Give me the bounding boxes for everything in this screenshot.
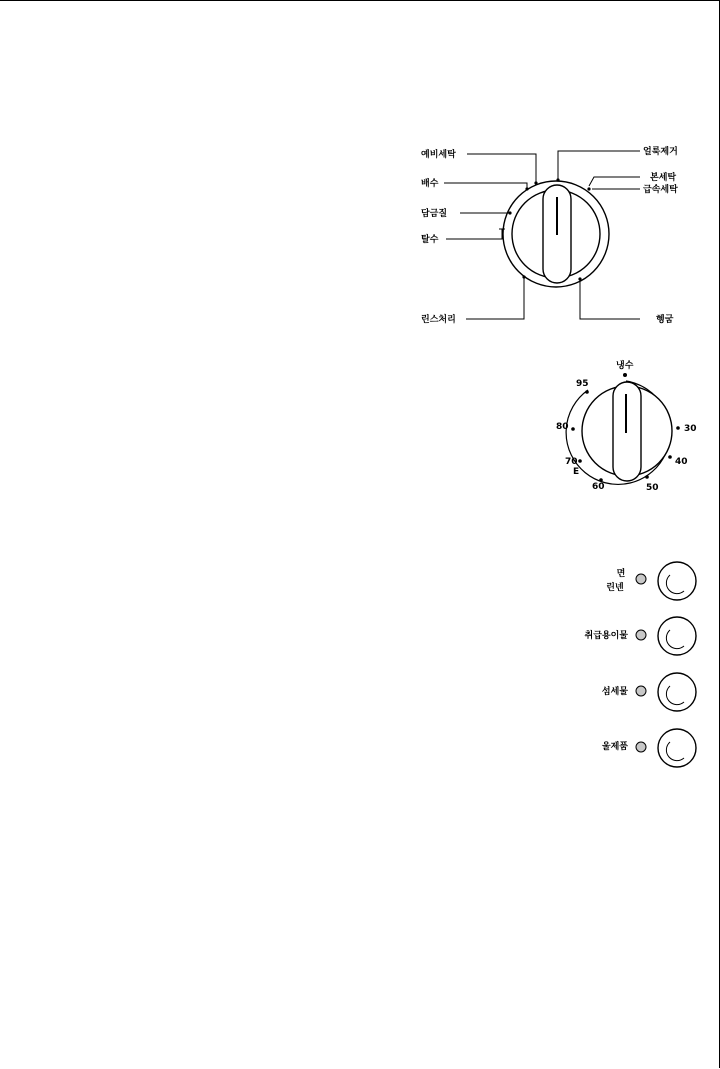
label-stain-removal: 얼룩제거	[643, 147, 678, 157]
option-label-wool: 울제품	[601, 742, 628, 752]
option-label-delicates: 섬세물	[601, 687, 628, 697]
option-button-delicates[interactable]	[658, 673, 696, 711]
label-drain: 배수	[421, 179, 439, 189]
label-quick-wash: 급속세탁	[643, 185, 678, 195]
label-soak: 담금질	[421, 209, 448, 219]
program-dial	[421, 145, 678, 325]
temp-label-30: 30	[684, 424, 697, 434]
temp-label-70: 70	[565, 457, 578, 467]
label-prewash: 예비세탁	[421, 150, 456, 160]
option-indicator-light	[636, 742, 646, 752]
option-button-easy-care[interactable]	[658, 617, 696, 655]
temperature-dial	[556, 359, 697, 493]
option-button-row-wool	[602, 729, 696, 767]
label-rinse: 헹굼	[656, 315, 674, 325]
option-button-cotton-linen[interactable]	[658, 562, 696, 600]
option-label-cotton: 면	[616, 569, 626, 579]
label-spin: 탈수	[421, 235, 439, 245]
temp-label-e: E	[573, 467, 580, 477]
option-button-wool[interactable]	[658, 729, 696, 767]
label-rinse-treatment: 린스처리	[421, 315, 456, 325]
option-button-row-cotton-linen	[606, 562, 696, 600]
temp-label-80: 80	[556, 422, 569, 432]
option-button-row-easy-care	[585, 617, 696, 655]
control-panel-diagram	[0, 1, 720, 1069]
temp-label-60: 60	[592, 482, 605, 492]
option-label-linen: 린넨	[606, 583, 624, 593]
temp-label-40: 40	[675, 457, 688, 467]
temp-label-50: 50	[646, 483, 659, 493]
option-label-easy-care: 취급용이물	[584, 631, 628, 641]
option-indicator-light	[636, 630, 646, 640]
temp-label-cold: 냉수	[616, 361, 634, 371]
label-main-wash: 본세탁	[650, 173, 677, 183]
option-indicator-light	[636, 686, 646, 696]
option-indicator-light	[636, 574, 646, 584]
temp-label-95: 95	[576, 379, 589, 389]
option-button-row-delicates	[602, 673, 696, 711]
